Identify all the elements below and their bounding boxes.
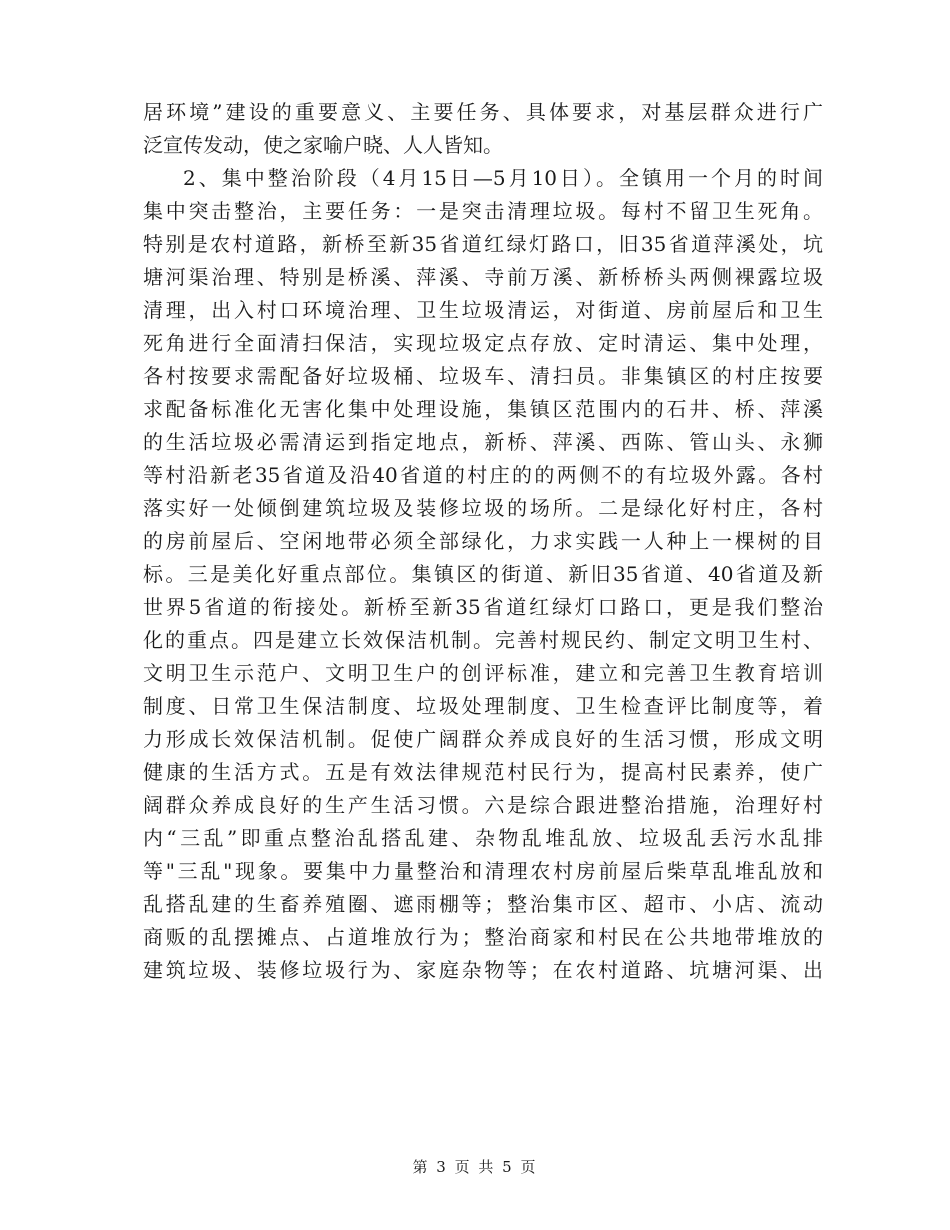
text-line: 集中突击整治，主要任务：一是突击清理垃圾。每村不留卫生死角。 xyxy=(143,199,823,223)
paragraph-start-line: 2、集中整治阶段（4月15日—5月10日）。全镇用一个月的时间 xyxy=(183,166,823,190)
text-line: 等村沿新老35省道及沿40省道的村庄的的两侧不的有垃圾外露。各村 xyxy=(143,463,823,487)
text-line: 的房前屋后、空闲地带必须全部绿化，力求实践一人种上一棵树的目 xyxy=(143,529,823,553)
text-line: 死角进行全面清扫保洁，实现垃圾定点存放、定时清运、集中处理， xyxy=(143,331,823,355)
text-line: 泛宣传发动，使之家喻户晓、人人皆知。 xyxy=(143,133,503,157)
text-line: 清理，出入村口环境治理、卫生垃圾清运，对街道、房前屋后和卫生 xyxy=(143,298,823,322)
text-line: 各村按要求需配备好垃圾桶、垃圾车、清扫员。非集镇区的村庄按要 xyxy=(143,364,823,388)
document-body xyxy=(143,96,823,987)
text-line: 内“三乱”即重点整治乱搭乱建、杂物乱堆乱放、垃圾乱丢污水乱排 xyxy=(143,826,823,850)
text-line: 标。三是美化好重点部位。集镇区的街道、新旧35省道、40省道及新 xyxy=(143,562,823,586)
text-line: 化的重点。四是建立长效保洁机制。完善村规民约、制定文明卫生村、 xyxy=(143,628,823,652)
text-line: 健康的生活方式。五是有效法律规范村民行为，提高村民素养，使广 xyxy=(143,760,823,784)
text-line: 建筑垃圾、装修垃圾行为、家庭杂物等；在农村道路、坑塘河渠、出 xyxy=(143,958,823,982)
text-line: 力形成长效保洁机制。促使广阔群众养成良好的生活习惯，形成文明 xyxy=(143,727,823,751)
text-line: 特别是农村道路，新桥至新35省道红绿灯路口，旧35省道萍溪处，坑 xyxy=(143,232,823,256)
text-line: 世界5省道的衔接处。新桥至新35省道红绿灯口路口，更是我们整治 xyxy=(143,595,823,619)
page-footer xyxy=(0,1156,950,1177)
page-number-label: 第 3 页 共 5 页 xyxy=(412,1158,538,1176)
text-line: 的生活垃圾必需清运到指定地点，新桥、萍溪、西陈、管山头、永狮 xyxy=(143,430,823,454)
text-line: 文明卫生示范户、文明卫生户的创评标准，建立和完善卫生教育培训 xyxy=(143,661,823,685)
text-line: 制度、日常卫生保洁制度、垃圾处理制度、卫生检查评比制度等，着 xyxy=(143,694,823,718)
text-line: 乱搭乱建的生畜养殖圈、遮雨棚等；整治集市区、超市、小店、流动 xyxy=(143,892,823,916)
text-line: 塘河渠治理、特别是桥溪、萍溪、寺前万溪、新桥桥头两侧裸露垃圾 xyxy=(143,265,823,289)
text-line: 等"三乱"现象。要集中力量整治和清理农村房前屋后柴草乱堆乱放和 xyxy=(143,859,823,883)
text-line: 居环境”建设的重要意义、主要任务、具体要求，对基层群众进行广 xyxy=(143,100,823,124)
text-line: 商贩的乱摆摊点、占道堆放行为；整治商家和村民在公共地带堆放的 xyxy=(143,925,823,949)
text-line: 阔群众养成良好的生产生活习惯。六是综合跟进整治措施，治理好村 xyxy=(143,793,823,817)
text-line: 落实好一处倾倒建筑垃圾及装修垃圾的场所。二是绿化好村庄，各村 xyxy=(143,496,823,520)
text-line: 求配备标准化无害化集中处理设施，集镇区范围内的石井、桥、萍溪 xyxy=(143,397,823,421)
